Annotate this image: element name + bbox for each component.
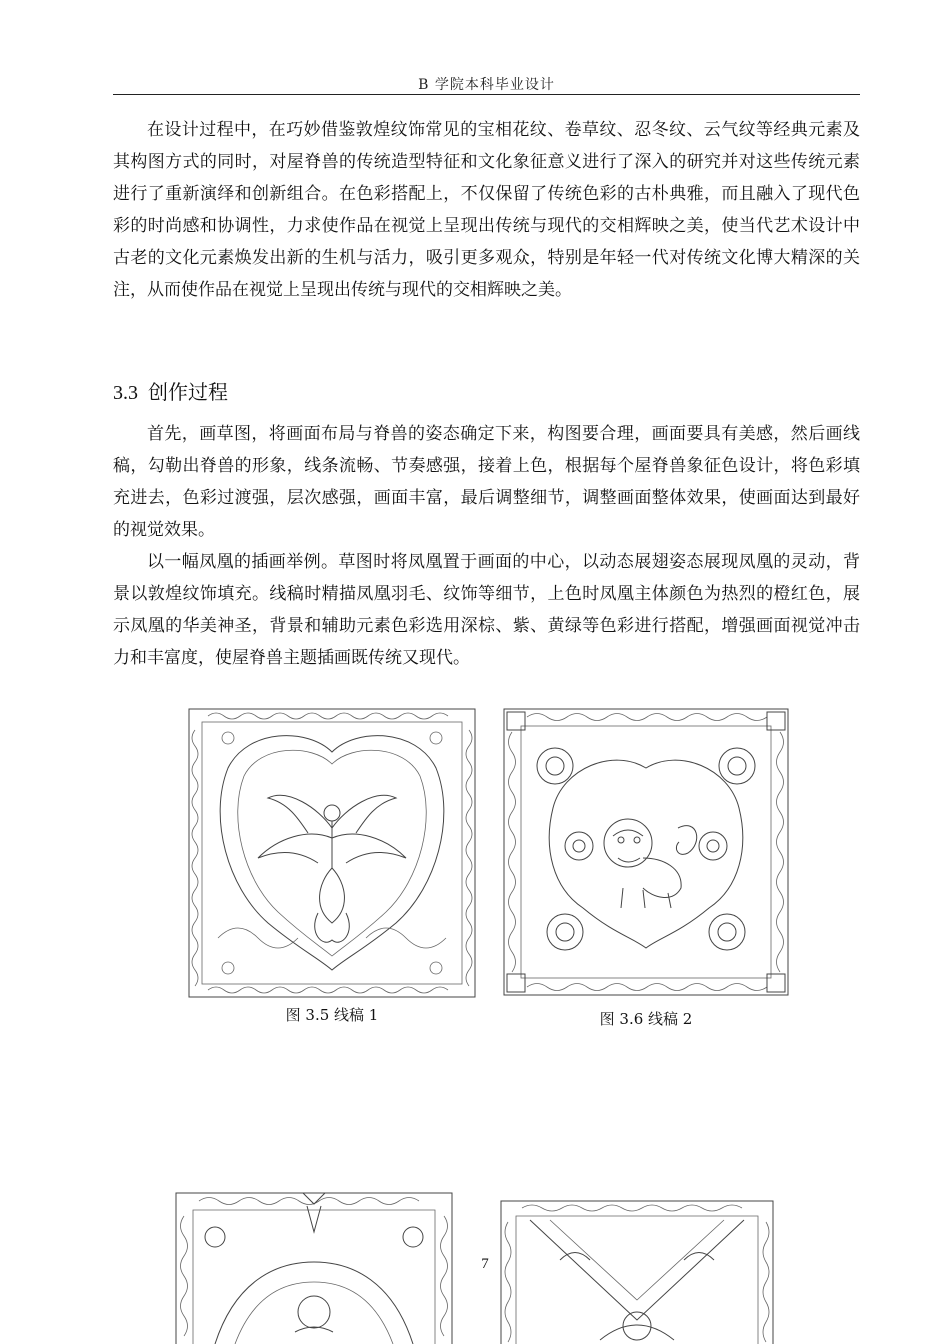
paragraph-design-process: 在设计过程中，在巧妙借鉴敦煌纹饰常见的宝相花纹、卷草纹、忍冬纹、云气纹等经典元素及其构图方式的同时，对屋脊兽的传统造型特征和文化象征意义进行了深入的研究并对这些传统元素进行了重新演绎和创新组合。在色彩搭配上，不仅保留了传统色彩的古朴典雅，而且融入了现代色彩的时尚感和协调性，力求使作品在视觉上呈现出传统与现代的交相辉映之美，使当代艺术设计中古老的文化元素焕发出新的生机与活力，吸引更多观众，特别是年轻一代对传统文化博大精深的关注，从而使作品在视觉上呈现出传统与现代的交相辉映之美。 (113, 120, 860, 300)
section-title: 创作过程 (148, 380, 228, 404)
page-header: B 学院本科毕业设计 (418, 77, 555, 93)
page-number: 7 (481, 1256, 489, 1272)
figure-line-draft-2 (503, 708, 789, 996)
section-number: 3.3 (113, 382, 138, 404)
figure-caption-2: 图 3.6 线稿 2 (599, 1010, 693, 1028)
section-heading (113, 376, 228, 405)
figure-line-draft-3-partial (175, 1192, 453, 1344)
paragraph-phoenix-example: 以一幅凤凰的插画举例。草图时将凤凰置于画面的中心，以动态展翅姿态展现凤凰的灵动，背景以敦煌纹饰填充。线稿时精描凤凰羽毛、纹饰等细节，上色时凤凰主体颜色为热烈的橙红色，展示凤凰的华美神圣，背景和辅助元素色彩选用深棕、紫、黄绿等色彩进行搭配，增强画面视觉冲击力和丰富度，使屋脊兽主题插画既传统又现代。 (113, 552, 860, 668)
header-rule (113, 94, 860, 95)
figure-line-draft-4-partial (500, 1200, 774, 1344)
figure-line-draft-1 (188, 708, 476, 998)
paragraph-creation-steps: 首先，画草图，将画面布局与脊兽的姿态确定下来，构图要合理，画面要具有美感，然后画线稿，勾勒出脊兽的形象，线条流畅、节奏感强，接着上色，根据每个屋脊兽象征色设计，将色彩填充进去，色彩过渡强，层次感强，画面丰富，最后调整细节，调整画面整体效果，使画面达到最好的视觉效果。 (113, 424, 860, 540)
figure-caption-1: 图 3.5 线稿 1 (285, 1006, 379, 1024)
